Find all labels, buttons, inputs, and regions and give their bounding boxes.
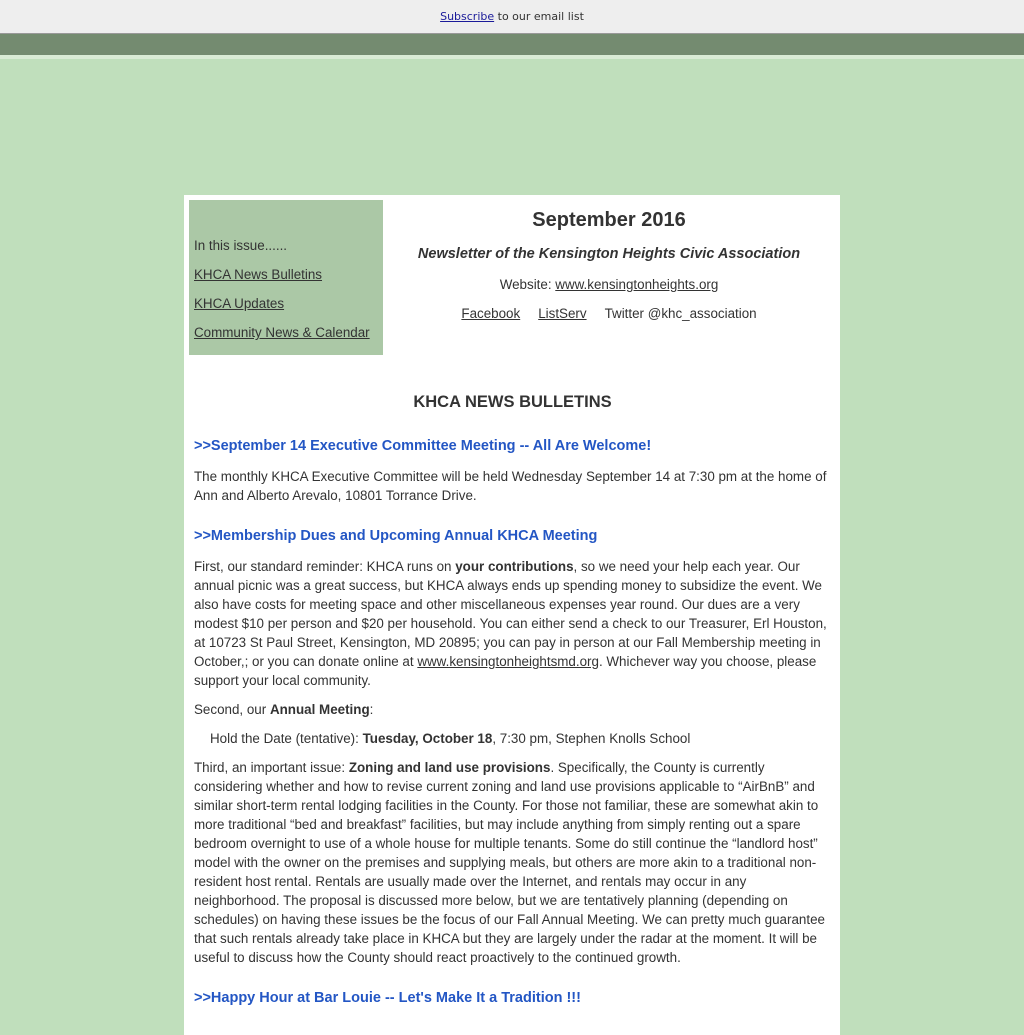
article-paragraph: The monthly KHCA Executive Committee will be held Wednesday September 14 at 7:30 pm at the home of Ann and Alberto Arevalo, 10801 Torrance Drive. bbox=[194, 469, 827, 503]
article-paragraph: Third, an important issue: Zoning and land use provisions. Specifically, the County is currently considering whether and how to revise current zoning and land use provisions applicable to “AirBnB” and similar short-term rental lodging facilities in the County. For those not familiar, these are somewhat akin to more traditional “bed and breakfast” facilities, but may include anything from simply renting out a spare bedroom overnight to use of a whole house for multiple tenants. Some do still continue the “landlord host” model with the owner on the premises and supplying meals, but others are more akin to a traditional non-resident host rental. Rentals are usually made over the Internet, and rentals may occur in any neighborhood. The proposal is discussed more below, but we are tentatively planning (depending on schedules) on having these issues be the focus of our Fall Annual Meeting. We can pretty much guarantee that such rentals already take place in KHCA but they are largely under the radar at the moment. It will be useful to discuss how the County should react proactively to the continued growth. bbox=[194, 760, 825, 965]
section-title: KHCA NEWS BULLETINS bbox=[413, 393, 612, 411]
website-link[interactable]: www.kensingtonheights.org bbox=[555, 277, 719, 292]
twitter-handle: Twitter @khc_association bbox=[604, 306, 757, 321]
dues-website-link[interactable]: www.kensingtonheightsmd.org bbox=[417, 654, 599, 669]
subscribe-link[interactable]: Subscribe bbox=[440, 10, 495, 23]
listserv-link[interactable]: ListServ bbox=[538, 306, 587, 321]
article-title: >>September 14 Executive Committee Meeting -- All Are Welcome! bbox=[194, 438, 652, 454]
newsletter-body bbox=[194, 390, 831, 1019]
website-line bbox=[394, 276, 824, 293]
facebook-link[interactable]: Facebook bbox=[461, 306, 521, 321]
toc-link-community-news[interactable]: Community News & Calendar bbox=[194, 325, 370, 340]
article-paragraph: Second, our Annual Meeting: bbox=[194, 702, 374, 717]
newsletter-subtitle: Newsletter of the Kensington Heights Civic Association bbox=[417, 246, 801, 262]
website-label: Website: bbox=[499, 277, 556, 292]
article-title: >>Membership Dues and Upcoming Annual KHCA Meeting bbox=[194, 528, 598, 544]
table-of-contents bbox=[189, 200, 383, 355]
subscribe-text: to our email list bbox=[494, 10, 584, 23]
article-paragraph: Hold the Date (tentative): Tuesday, October 18, 7:30 pm, Stephen Knolls School bbox=[210, 731, 691, 746]
newsletter-card bbox=[184, 195, 840, 1035]
subscribe-bar bbox=[0, 0, 1024, 34]
article-title: >>Happy Hour at Bar Louie -- Let's Make It a Tradition !!! bbox=[194, 990, 581, 1006]
social-links bbox=[394, 305, 824, 322]
article-paragraph: First, our standard reminder: KHCA runs on your contributions, so we need your help each year. Our annual picnic was a great success, but KHCA always ends up spending money to subsidize the event. We also have costs for meeting space and other miscellaneous expenses year round. Our dues are a very modest $10 per person and $20 per household. You can either send a check to our Treasurer, Erl Houston, at 10723 St Paul Street, Kensington, MD 20895; you can pay in person at our Fall Membership meeting in October,; or you can donate online at www.kensingtonheightsmd.org. Whichever way you choose, please support your local community. bbox=[194, 559, 827, 688]
issue-title: September 2016 bbox=[532, 209, 686, 231]
toc-heading: In this issue...... bbox=[194, 238, 288, 253]
toc-link-news-bulletins[interactable]: KHCA News Bulletins bbox=[194, 267, 323, 282]
header-band bbox=[0, 34, 1024, 55]
newsletter-header bbox=[394, 205, 824, 322]
toc-link-updates[interactable]: KHCA Updates bbox=[194, 296, 285, 311]
header-band-accent bbox=[0, 55, 1024, 59]
